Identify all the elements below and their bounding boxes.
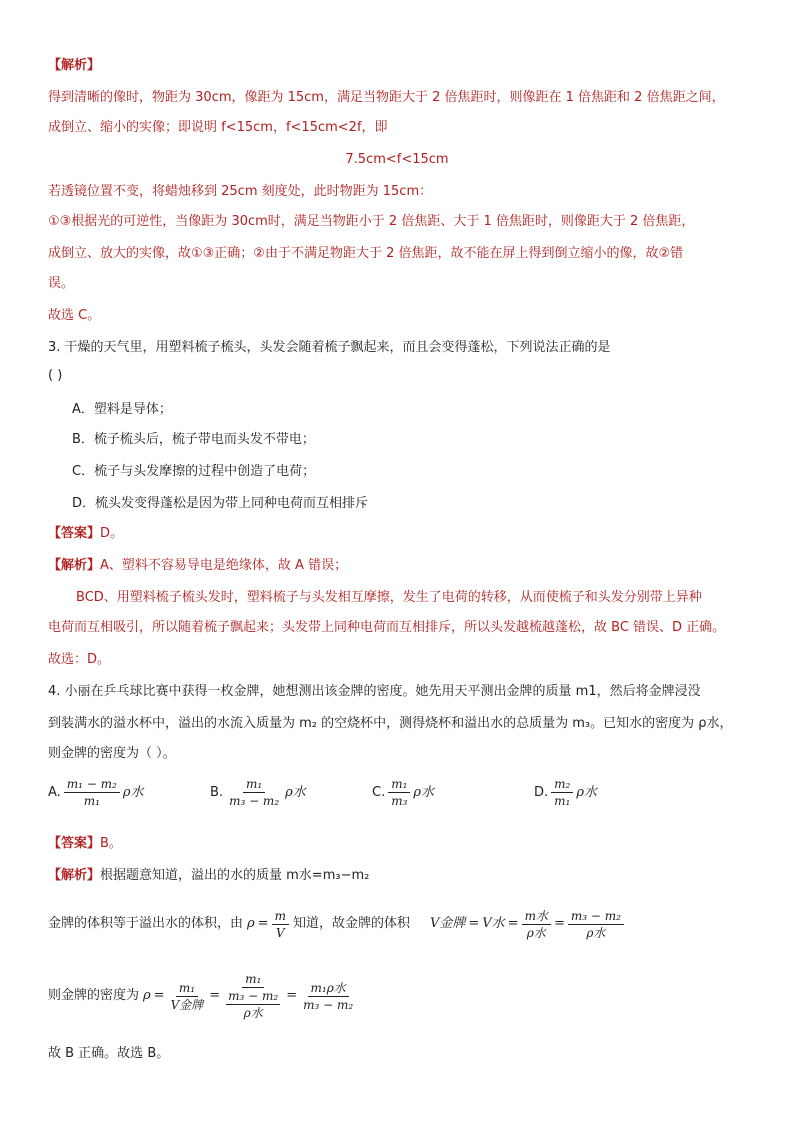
- fraction: $\frac{\text{m₁}}{\text{m₃ − m₂}}$: [229, 777, 280, 808]
- q3-analysis-2: BCD、用塑料梳子梳头发时，塑料梳子与头发相互摩擦，发生了电荷的转移，从而使梳子和头发分别带上异种: [76, 590, 702, 605]
- q3-analysis-4: 故选：D。: [48, 652, 111, 667]
- rho-water: ρ水: [576, 784, 598, 800]
- gold-density-formula: ρ = $\frac{\text{m₁}}{\text{V金牌}}$ = m₁ m₃ − m₂ ρ水 = $\frac{\text{m₁ρ水}}{\text{m₃ − m₂}}$: [143, 972, 354, 1020]
- analysis-label: 【解析】: [48, 58, 101, 73]
- rho-water: ρ水: [285, 784, 306, 800]
- q4-stem-1: 4. 小丽在乒乓球比赛中获得一枚金牌，她想测出该金牌的密度。她先用天平测出金牌的质量 m1，然后将金牌浸没: [48, 684, 701, 699]
- option-letter: D.: [534, 784, 549, 800]
- q4-analysis-1: [48, 866, 369, 886]
- option-letter: C.: [372, 784, 386, 800]
- text: 则金牌的密度为: [48, 988, 140, 1003]
- focal-range: 7.5cm<f<15cm: [345, 152, 449, 167]
- q3-option-a: A．塑料是导体；: [72, 402, 172, 417]
- analysis-text-1: 得到清晰的像时，物距为 30cm，像距为 15cm，满足当物距大于 2 倍焦距时，则像距在 1 倍焦距和 2 倍焦距之间，: [48, 90, 725, 105]
- q4-stem-3: 则金牌的密度为（ ）。: [48, 746, 176, 761]
- text: 知道，故金牌的体积: [292, 916, 410, 931]
- volume-formula: V金牌 = V水 = $\frac{\text{m水}}{\text{ρ水}}$ = $\frac{\text{m₃ − m₂}}{\text{ρ水}}$: [430, 908, 624, 941]
- q4-options: [48, 776, 768, 820]
- answer-label: 【答案】: [48, 836, 101, 851]
- option-letter: A.: [48, 784, 61, 800]
- q3-option-c: C．梳子与头发摩擦的过程中创造了电荷；: [72, 464, 316, 479]
- analysis-text: A、塑料不容易导电是绝缘体，故 A 错误；: [100, 558, 348, 573]
- q4-option-a: [48, 776, 144, 809]
- q3-answer: [48, 524, 123, 544]
- analysis-label: 【解析】: [48, 868, 101, 883]
- q3-analysis-1: [48, 556, 347, 576]
- q4-option-d: [534, 776, 597, 809]
- rho-water: ρ水: [413, 784, 435, 800]
- q4-analysis-3: [48, 964, 356, 1028]
- answer-value: D。: [100, 526, 124, 541]
- analysis-text-6: 成倒立、放大的实像，故①③正确；②由于不满足物距大于 2 倍焦距，故不能在屏上得到倒立缩小的像，故②错: [48, 246, 684, 261]
- analysis-text: 根据题意知道，溢出的水的质量 m水=m₃−m₂: [100, 868, 370, 883]
- q3-option-b: B．梳子梳头后，梳子带电而头发不带电；: [72, 432, 315, 447]
- q4-option-c: [372, 776, 434, 809]
- q3-paren: ( ): [48, 368, 63, 383]
- q3-option-d: D．梳头发变得蓬松是因为带上同种电荷而互相排斥: [72, 496, 369, 511]
- answer-value: B。: [100, 836, 122, 851]
- answer-label: 【答案】: [48, 526, 101, 541]
- fraction: $\frac{\text{m₂}}{\text{m₁}}$: [551, 776, 573, 809]
- fraction: $\frac{\text{m₁}}{\text{m₃}}$: [388, 776, 410, 809]
- q4-answer: [48, 834, 122, 854]
- analysis-text-4: 若透镜位置不变，将蜡烛移到 25cm 刻度处，此时物距为 15cm：: [48, 184, 433, 199]
- q3-stem: 3. 干燥的天气里，用塑料梳子梳头，头发会随着梳子飘起来，而且会变得蓬松，下列说法正确的是: [48, 340, 611, 355]
- q4-option-b: [210, 776, 306, 809]
- analysis-text-7: 误。: [48, 276, 75, 291]
- q3-analysis-3: 电荷而互相吸引，所以随着梳子飘起来；头发带上同种电荷而互相排斥，所以头发越梳越蓬松，故 BC 错误、D 正确。: [48, 620, 726, 635]
- q4-analysis-2: [48, 902, 624, 946]
- q4-stem-2: 到装满水的溢水杯中，溢出的水流入质量为 m₂ 的空烧杯中，测得烧杯和溢出水的总质量为 m₃。已知水的密度为 ρ水，: [48, 716, 733, 731]
- q4-analysis-4: 故 B 正确。故选 B。: [48, 1046, 170, 1061]
- analysis-text-5: ①③根据光的可逆性，当像距为 30cm时，满足当物距小于 2 倍焦距、大于 1 倍焦距时，则像距大于 2 倍焦距，: [48, 214, 695, 229]
- option-letter: B.: [210, 784, 224, 800]
- text: 金牌的体积等于溢出水的体积，由: [48, 916, 244, 931]
- density-formula: ρ = $\frac{m}{V}$: [247, 908, 289, 941]
- fraction: $\frac{\text{m₁ − m₂}}{\text{m₁}}$: [64, 776, 120, 809]
- analysis-label: 【解析】: [48, 558, 101, 573]
- rho-water: ρ水: [122, 784, 144, 800]
- analysis-text-2: 成倒立、缩小的实像；即说明 f<15cm，f<15cm<2f，即: [48, 120, 388, 135]
- choice-c: 故选 C。: [48, 308, 101, 323]
